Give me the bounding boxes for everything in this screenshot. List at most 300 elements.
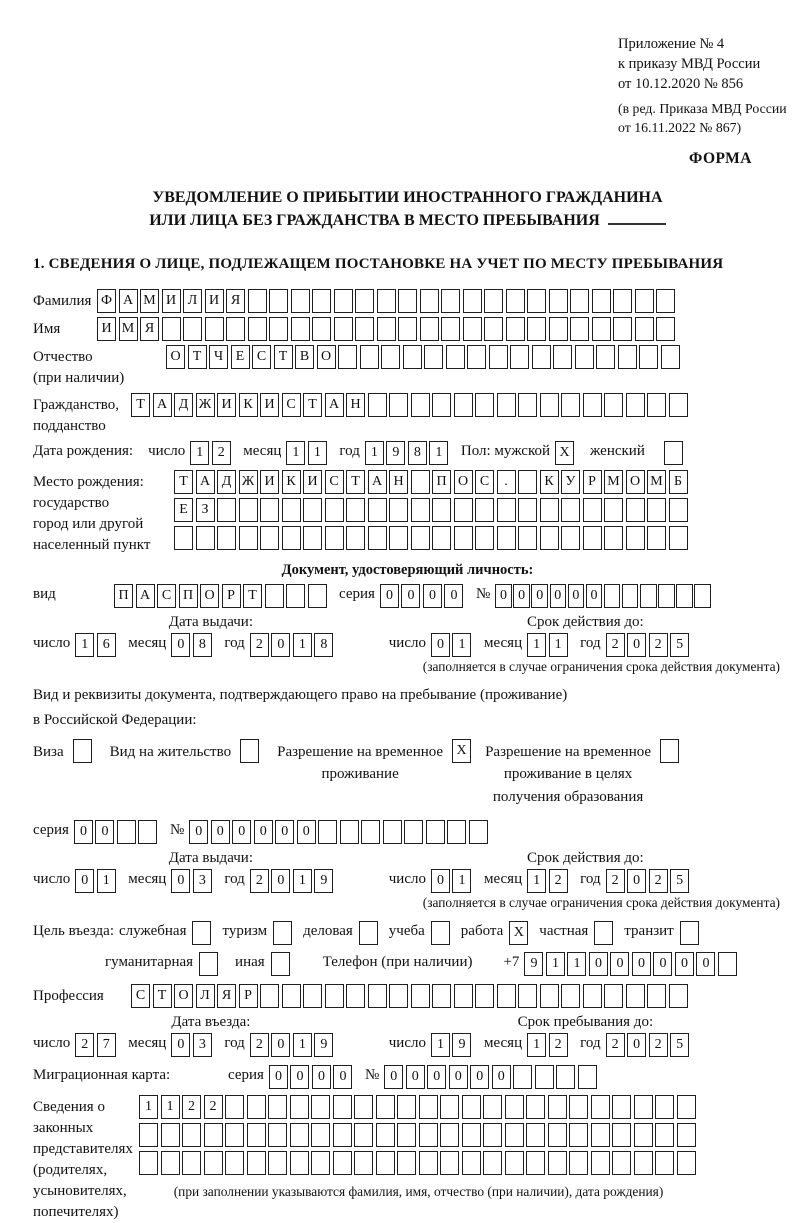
purpose-official-checkbox[interactable] xyxy=(192,921,211,945)
char-cell[interactable] xyxy=(462,1123,481,1147)
char-cell[interactable] xyxy=(282,498,301,522)
char-cell[interactable] xyxy=(183,317,202,341)
char-cell[interactable] xyxy=(596,345,615,369)
char-cell[interactable] xyxy=(419,1095,438,1119)
char-cell[interactable]: А xyxy=(136,584,155,608)
char-cell[interactable]: 1 xyxy=(293,1033,312,1057)
char-cell[interactable] xyxy=(634,1151,653,1175)
place-blank-line[interactable] xyxy=(608,211,666,225)
char-cell[interactable]: Т xyxy=(188,345,207,369)
purpose-humanitarian-checkbox[interactable] xyxy=(199,952,218,976)
char-cell[interactable]: 0 xyxy=(653,952,672,976)
char-cell[interactable] xyxy=(441,317,460,341)
char-cell[interactable] xyxy=(462,1095,481,1119)
char-cell[interactable] xyxy=(312,317,331,341)
char-cell[interactable]: Ж xyxy=(239,470,258,494)
char-cell[interactable]: 9 xyxy=(452,1033,471,1057)
char-cell[interactable]: 0 xyxy=(531,584,548,608)
char-cell[interactable] xyxy=(354,1123,373,1147)
char-cell[interactable] xyxy=(340,820,359,844)
char-cell[interactable] xyxy=(526,1123,545,1147)
char-cell[interactable] xyxy=(247,1123,266,1147)
char-cell[interactable] xyxy=(333,1151,352,1175)
char-cell[interactable] xyxy=(291,317,310,341)
char-cell[interactable] xyxy=(377,317,396,341)
char-cell[interactable] xyxy=(540,393,559,417)
char-cell[interactable]: Т xyxy=(274,345,293,369)
char-cell[interactable] xyxy=(239,526,258,550)
char-cell[interactable] xyxy=(338,345,357,369)
char-cell[interactable] xyxy=(161,1151,180,1175)
char-cell[interactable] xyxy=(268,1123,287,1147)
char-cell[interactable] xyxy=(419,1151,438,1175)
char-cell[interactable] xyxy=(440,1151,459,1175)
char-cell[interactable]: Д xyxy=(217,470,236,494)
char-cell[interactable] xyxy=(613,289,632,313)
char-cell[interactable]: 0 xyxy=(406,1065,425,1089)
purpose-other-checkbox[interactable] xyxy=(271,952,290,976)
char-cell[interactable] xyxy=(269,317,288,341)
option-residence-permit-checkbox[interactable] xyxy=(240,739,259,763)
char-cell[interactable]: . xyxy=(497,470,516,494)
char-cell[interactable] xyxy=(432,498,451,522)
char-cell[interactable] xyxy=(505,1123,524,1147)
char-cell[interactable] xyxy=(333,1123,352,1147)
char-cell[interactable] xyxy=(575,345,594,369)
sex-male-checkbox[interactable]: X xyxy=(555,441,574,465)
char-cell[interactable] xyxy=(303,526,322,550)
char-cell[interactable] xyxy=(411,984,430,1008)
purpose-private-checkbox[interactable] xyxy=(594,921,613,945)
char-cell[interactable] xyxy=(583,393,602,417)
char-cell[interactable] xyxy=(463,317,482,341)
char-cell[interactable]: 9 xyxy=(314,869,333,893)
char-cell[interactable] xyxy=(360,345,379,369)
char-cell[interactable] xyxy=(247,1095,266,1119)
char-cell[interactable]: 1 xyxy=(527,633,546,657)
char-cell[interactable]: 1 xyxy=(161,1095,180,1119)
char-cell[interactable]: К xyxy=(282,470,301,494)
char-cell[interactable]: Т xyxy=(153,984,172,1008)
char-cell[interactable]: 0 xyxy=(95,820,114,844)
char-cell[interactable]: 0 xyxy=(449,1065,468,1089)
char-cell[interactable] xyxy=(647,393,666,417)
option-temp-residence-education-checkbox[interactable] xyxy=(660,739,679,763)
char-cell[interactable] xyxy=(669,984,688,1008)
char-cell[interactable]: 0 xyxy=(232,820,251,844)
char-cell[interactable] xyxy=(138,820,157,844)
char-cell[interactable] xyxy=(389,526,408,550)
char-cell[interactable] xyxy=(561,526,580,550)
char-cell[interactable]: 3 xyxy=(193,869,212,893)
char-cell[interactable] xyxy=(591,1095,610,1119)
char-cell[interactable]: 1 xyxy=(308,441,327,465)
char-cell[interactable]: С xyxy=(157,584,176,608)
char-cell[interactable] xyxy=(354,1151,373,1175)
char-cell[interactable] xyxy=(196,526,215,550)
char-cell[interactable] xyxy=(182,1123,201,1147)
char-cell[interactable]: Ж xyxy=(196,393,215,417)
char-cell[interactable]: 0 xyxy=(632,952,651,976)
char-cell[interactable]: 0 xyxy=(627,1033,646,1057)
char-cell[interactable] xyxy=(506,289,525,313)
char-cell[interactable] xyxy=(467,345,486,369)
char-cell[interactable] xyxy=(583,498,602,522)
char-cell[interactable] xyxy=(506,317,525,341)
char-cell[interactable] xyxy=(432,526,451,550)
char-cell[interactable] xyxy=(661,345,680,369)
char-cell[interactable] xyxy=(368,393,387,417)
char-cell[interactable]: 0 xyxy=(254,820,273,844)
char-cell[interactable] xyxy=(505,1095,524,1119)
char-cell[interactable] xyxy=(497,498,516,522)
char-cell[interactable] xyxy=(368,984,387,1008)
char-cell[interactable] xyxy=(290,1151,309,1175)
char-cell[interactable]: 0 xyxy=(431,869,450,893)
char-cell[interactable] xyxy=(398,289,417,313)
char-cell[interactable]: 1 xyxy=(452,633,471,657)
char-cell[interactable] xyxy=(483,1095,502,1119)
char-cell[interactable]: А xyxy=(196,470,215,494)
char-cell[interactable]: 0 xyxy=(271,633,290,657)
char-cell[interactable] xyxy=(647,526,666,550)
char-cell[interactable] xyxy=(561,498,580,522)
char-cell[interactable]: 0 xyxy=(627,633,646,657)
char-cell[interactable]: 0 xyxy=(74,820,93,844)
char-cell[interactable]: 0 xyxy=(586,584,603,608)
char-cell[interactable] xyxy=(569,1095,588,1119)
char-cell[interactable] xyxy=(440,1095,459,1119)
char-cell[interactable]: Т xyxy=(174,470,193,494)
char-cell[interactable] xyxy=(454,526,473,550)
char-cell[interactable] xyxy=(265,584,284,608)
char-cell[interactable] xyxy=(669,498,688,522)
char-cell[interactable]: М xyxy=(647,470,666,494)
char-cell[interactable] xyxy=(604,984,623,1008)
char-cell[interactable] xyxy=(424,345,443,369)
char-cell[interactable]: 0 xyxy=(271,1033,290,1057)
char-cell[interactable] xyxy=(677,1095,696,1119)
char-cell[interactable]: 1 xyxy=(527,869,546,893)
char-cell[interactable]: Р xyxy=(239,984,258,1008)
char-cell[interactable] xyxy=(162,317,181,341)
char-cell[interactable] xyxy=(604,498,623,522)
char-cell[interactable] xyxy=(612,1151,631,1175)
char-cell[interactable] xyxy=(239,498,258,522)
char-cell[interactable] xyxy=(578,1065,597,1089)
char-cell[interactable]: Т xyxy=(243,584,262,608)
char-cell[interactable] xyxy=(484,317,503,341)
char-cell[interactable] xyxy=(346,526,365,550)
char-cell[interactable]: 2 xyxy=(250,1033,269,1057)
char-cell[interactable]: 0 xyxy=(495,584,512,608)
char-cell[interactable]: Е xyxy=(231,345,250,369)
char-cell[interactable] xyxy=(225,1123,244,1147)
char-cell[interactable] xyxy=(269,289,288,313)
char-cell[interactable] xyxy=(469,820,488,844)
char-cell[interactable] xyxy=(612,1095,631,1119)
purpose-tourism-checkbox[interactable] xyxy=(273,921,292,945)
char-cell[interactable]: С xyxy=(252,345,271,369)
char-cell[interactable] xyxy=(694,584,711,608)
char-cell[interactable] xyxy=(260,526,279,550)
char-cell[interactable] xyxy=(389,498,408,522)
char-cell[interactable] xyxy=(475,393,494,417)
char-cell[interactable]: 0 xyxy=(568,584,585,608)
char-cell[interactable]: Я xyxy=(140,317,159,341)
char-cell[interactable] xyxy=(346,984,365,1008)
char-cell[interactable] xyxy=(205,317,224,341)
char-cell[interactable]: 0 xyxy=(627,869,646,893)
char-cell[interactable]: 2 xyxy=(649,633,668,657)
char-cell[interactable]: И xyxy=(97,317,116,341)
char-cell[interactable] xyxy=(383,820,402,844)
char-cell[interactable] xyxy=(411,526,430,550)
char-cell[interactable]: Т xyxy=(346,470,365,494)
char-cell[interactable] xyxy=(513,1065,532,1089)
char-cell[interactable]: 0 xyxy=(589,952,608,976)
char-cell[interactable] xyxy=(397,1095,416,1119)
char-cell[interactable] xyxy=(403,345,422,369)
char-cell[interactable]: 1 xyxy=(546,952,565,976)
char-cell[interactable] xyxy=(484,289,503,313)
char-cell[interactable]: 1 xyxy=(190,441,209,465)
char-cell[interactable] xyxy=(397,1123,416,1147)
char-cell[interactable] xyxy=(440,1123,459,1147)
char-cell[interactable] xyxy=(639,345,658,369)
char-cell[interactable]: 0 xyxy=(444,584,463,608)
char-cell[interactable]: 2 xyxy=(549,1033,568,1057)
char-cell[interactable] xyxy=(553,345,572,369)
char-cell[interactable] xyxy=(311,1095,330,1119)
char-cell[interactable]: 5 xyxy=(670,1033,689,1057)
char-cell[interactable] xyxy=(389,393,408,417)
char-cell[interactable]: Р xyxy=(222,584,241,608)
char-cell[interactable] xyxy=(526,1151,545,1175)
char-cell[interactable] xyxy=(376,1123,395,1147)
char-cell[interactable] xyxy=(540,526,559,550)
char-cell[interactable] xyxy=(354,1095,373,1119)
char-cell[interactable] xyxy=(570,289,589,313)
char-cell[interactable] xyxy=(268,1095,287,1119)
char-cell[interactable] xyxy=(411,470,430,494)
char-cell[interactable]: 1 xyxy=(139,1095,158,1119)
char-cell[interactable]: П xyxy=(114,584,133,608)
char-cell[interactable] xyxy=(282,984,301,1008)
char-cell[interactable] xyxy=(677,1151,696,1175)
char-cell[interactable]: 1 xyxy=(75,633,94,657)
char-cell[interactable] xyxy=(570,317,589,341)
char-cell[interactable] xyxy=(174,526,193,550)
char-cell[interactable]: 1 xyxy=(567,952,586,976)
char-cell[interactable]: 2 xyxy=(250,869,269,893)
char-cell[interactable] xyxy=(569,1151,588,1175)
option-temp-residence-checkbox[interactable]: X xyxy=(452,739,471,763)
char-cell[interactable]: 1 xyxy=(293,869,312,893)
char-cell[interactable]: Н xyxy=(346,393,365,417)
char-cell[interactable]: 0 xyxy=(380,584,399,608)
char-cell[interactable] xyxy=(161,1123,180,1147)
char-cell[interactable] xyxy=(626,984,645,1008)
char-cell[interactable]: Д xyxy=(174,393,193,417)
char-cell[interactable] xyxy=(483,1151,502,1175)
char-cell[interactable] xyxy=(308,584,327,608)
char-cell[interactable]: А xyxy=(368,470,387,494)
char-cell[interactable]: Б xyxy=(669,470,688,494)
char-cell[interactable]: 8 xyxy=(193,633,212,657)
char-cell[interactable]: 1 xyxy=(431,1033,450,1057)
char-cell[interactable]: В xyxy=(295,345,314,369)
char-cell[interactable] xyxy=(561,393,580,417)
char-cell[interactable]: 2 xyxy=(250,633,269,657)
char-cell[interactable] xyxy=(655,1123,674,1147)
char-cell[interactable] xyxy=(325,984,344,1008)
char-cell[interactable]: 0 xyxy=(271,869,290,893)
char-cell[interactable]: 0 xyxy=(297,820,316,844)
char-cell[interactable]: 0 xyxy=(333,1065,352,1089)
char-cell[interactable] xyxy=(518,526,537,550)
char-cell[interactable]: 0 xyxy=(696,952,715,976)
char-cell[interactable]: 0 xyxy=(189,820,208,844)
char-cell[interactable] xyxy=(640,584,657,608)
char-cell[interactable] xyxy=(497,984,516,1008)
char-cell[interactable] xyxy=(626,393,645,417)
char-cell[interactable] xyxy=(526,1095,545,1119)
char-cell[interactable] xyxy=(325,498,344,522)
char-cell[interactable] xyxy=(139,1123,158,1147)
char-cell[interactable]: 0 xyxy=(171,633,190,657)
char-cell[interactable]: 1 xyxy=(293,633,312,657)
char-cell[interactable] xyxy=(333,1095,352,1119)
char-cell[interactable]: И xyxy=(162,289,181,313)
char-cell[interactable]: 0 xyxy=(550,584,567,608)
char-cell[interactable] xyxy=(505,1151,524,1175)
char-cell[interactable] xyxy=(248,289,267,313)
char-cell[interactable]: 0 xyxy=(675,952,694,976)
char-cell[interactable] xyxy=(463,289,482,313)
char-cell[interactable] xyxy=(518,984,537,1008)
char-cell[interactable] xyxy=(247,1151,266,1175)
char-cell[interactable] xyxy=(441,289,460,313)
char-cell[interactable]: А xyxy=(119,289,138,313)
char-cell[interactable] xyxy=(447,820,466,844)
char-cell[interactable] xyxy=(446,345,465,369)
char-cell[interactable] xyxy=(540,498,559,522)
char-cell[interactable]: 0 xyxy=(312,1065,331,1089)
char-cell[interactable] xyxy=(303,984,322,1008)
char-cell[interactable] xyxy=(420,289,439,313)
char-cell[interactable]: 9 xyxy=(314,1033,333,1057)
char-cell[interactable] xyxy=(718,952,737,976)
char-cell[interactable]: Н xyxy=(389,470,408,494)
char-cell[interactable] xyxy=(139,1151,158,1175)
char-cell[interactable] xyxy=(411,393,430,417)
char-cell[interactable]: 2 xyxy=(212,441,231,465)
char-cell[interactable] xyxy=(217,526,236,550)
char-cell[interactable] xyxy=(355,289,374,313)
char-cell[interactable]: 1 xyxy=(365,441,384,465)
char-cell[interactable] xyxy=(613,317,632,341)
char-cell[interactable] xyxy=(420,317,439,341)
char-cell[interactable] xyxy=(658,584,675,608)
char-cell[interactable]: Я xyxy=(226,289,245,313)
char-cell[interactable] xyxy=(217,498,236,522)
char-cell[interactable] xyxy=(311,1151,330,1175)
purpose-work-checkbox[interactable]: X xyxy=(509,921,528,945)
char-cell[interactable] xyxy=(454,498,473,522)
char-cell[interactable] xyxy=(334,289,353,313)
char-cell[interactable] xyxy=(303,498,322,522)
char-cell[interactable] xyxy=(592,289,611,313)
char-cell[interactable] xyxy=(376,1151,395,1175)
char-cell[interactable] xyxy=(268,1151,287,1175)
char-cell[interactable] xyxy=(286,584,305,608)
char-cell[interactable] xyxy=(318,820,337,844)
char-cell[interactable] xyxy=(377,289,396,313)
char-cell[interactable] xyxy=(612,1123,631,1147)
char-cell[interactable] xyxy=(622,584,639,608)
char-cell[interactable] xyxy=(381,345,400,369)
char-cell[interactable]: И xyxy=(260,470,279,494)
char-cell[interactable]: С xyxy=(325,470,344,494)
char-cell[interactable]: 0 xyxy=(275,820,294,844)
char-cell[interactable]: 2 xyxy=(649,1033,668,1057)
char-cell[interactable] xyxy=(548,1095,567,1119)
char-cell[interactable]: 0 xyxy=(513,584,530,608)
char-cell[interactable] xyxy=(182,1151,201,1175)
char-cell[interactable] xyxy=(419,1123,438,1147)
char-cell[interactable] xyxy=(532,345,551,369)
char-cell[interactable]: А xyxy=(325,393,344,417)
char-cell[interactable] xyxy=(312,289,331,313)
char-cell[interactable] xyxy=(676,584,693,608)
char-cell[interactable] xyxy=(432,393,451,417)
purpose-study-checkbox[interactable] xyxy=(431,921,450,945)
char-cell[interactable] xyxy=(634,1095,653,1119)
char-cell[interactable]: О xyxy=(317,345,336,369)
char-cell[interactable] xyxy=(527,317,546,341)
char-cell[interactable]: 2 xyxy=(606,869,625,893)
char-cell[interactable]: С xyxy=(282,393,301,417)
char-cell[interactable] xyxy=(518,498,537,522)
char-cell[interactable] xyxy=(518,470,537,494)
char-cell[interactable]: З xyxy=(196,498,215,522)
char-cell[interactable]: О xyxy=(174,984,193,1008)
char-cell[interactable]: 0 xyxy=(492,1065,511,1089)
char-cell[interactable] xyxy=(604,526,623,550)
char-cell[interactable] xyxy=(290,1123,309,1147)
char-cell[interactable] xyxy=(604,584,621,608)
char-cell[interactable] xyxy=(204,1123,223,1147)
char-cell[interactable] xyxy=(618,345,637,369)
char-cell[interactable] xyxy=(346,498,365,522)
char-cell[interactable] xyxy=(540,984,559,1008)
purpose-transit-checkbox[interactable] xyxy=(680,921,699,945)
char-cell[interactable] xyxy=(475,498,494,522)
char-cell[interactable] xyxy=(647,984,666,1008)
char-cell[interactable] xyxy=(454,984,473,1008)
char-cell[interactable]: 8 xyxy=(408,441,427,465)
char-cell[interactable] xyxy=(311,1123,330,1147)
char-cell[interactable]: Ч xyxy=(209,345,228,369)
char-cell[interactable] xyxy=(626,498,645,522)
char-cell[interactable] xyxy=(489,345,508,369)
char-cell[interactable]: 6 xyxy=(97,633,116,657)
char-cell[interactable]: А xyxy=(153,393,172,417)
char-cell[interactable]: 1 xyxy=(452,869,471,893)
char-cell[interactable]: И xyxy=(205,289,224,313)
char-cell[interactable]: К xyxy=(239,393,258,417)
